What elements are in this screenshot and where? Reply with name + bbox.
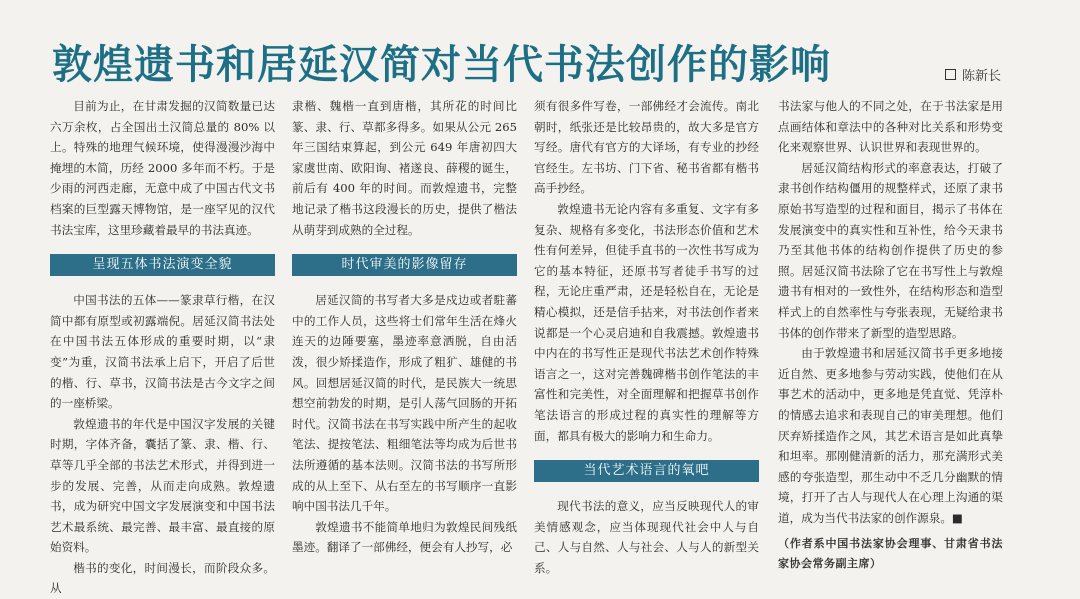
author-byline (945, 65, 1001, 84)
paragraph: 现代书法的意义，应当反映现代人的审美情感观念，应当体现现代社会中人与自己、人与自然、人与社会、人与人的新型关系。 (534, 499, 759, 575)
section-heading: 呈现五体书法演变全貌 (50, 254, 275, 276)
paragraph: 居延汉简结构形式的率意表达，打破了隶书创作结构僵用的规整样式，还原了隶书原始书写造型的过程和面目，揭示了书体在发展演变中的真实性和互补性，给今天隶书乃至其他书体的结构创作提供了历史的参照。居延汉简书法除了它在书写性上与敦煌遗书有相对的一致性外，在结构形态和造型样式上的自然率性与夸张表现，无疑给隶书书体的创作带来了新型的造型思路。 (778, 160, 1003, 340)
paragraph: 由于敦煌遗书和居延汉简书手更多地接近自然、更多地参与劳动实践，使他们在从事艺术的活动中，更多地是凭直觉、凭淳朴的情感去追求和表现自己的审美理想。他们厌弃矫揉造作之风，其艺术语言是如此真挚和坦率。那刚健清新的活力，那充满形式美感的夸张造型，那生动中不乏几分幽默的情境，打开了古人与现代人在心理上沟通的渠道，成为当代书法家的创作源泉。■ (778, 346, 1003, 525)
section-heading: 当代艺术语言的氧吧 (534, 460, 759, 482)
paragraph: 目前为止，在甘肃发掘的汉简数量已达六万余枚，占全国出土汉简总量的 80% 以上。特殊的地理气候环境，使得漫漫沙海中掩埋的木简，历经 2000 多年而不朽。于是少雨的河西走廊，无意中成了中国古代文书档案的巨型露天博物馆，是一座罕见的汉代书法宝库，这里珍藏着最早的书法真迹。 (50, 99, 275, 237)
paragraph: 楷书的变化，时间漫长，而阶段众多。从 (50, 560, 275, 596)
paragraph: 敦煌遗书无论内容有多重复、文字有多复杂、规格有多变化，书法形态价值和艺术性有何差异，但徒手直书的一次性书写成为它的基本特征，还原书写者徒手书写的过程，无论庄重严肃，还是轻松自在，无论是精心模拟，还是信手拈来，对书法创作者来说都是一个心灵启迪和自我震撼。敦煌遗书中内在的书写性正是现代书法艺术创作特殊语言之一，这对完善魏碑楷书创作笔法的丰富性和完美性，对全面理解和把握草书创作笔法语言的形成过程的真实性的理解等方面，都具有极大的影响力和生命力。 (534, 201, 759, 443)
column-1 (50, 96, 275, 596)
paragraph: 敦煌遗书的年代是中国汉字发展的关键时期，字体齐备，囊括了篆、隶、楷、行、草等几乎全部的书法艺术形式，并得到进一步的发展、完善，从而走向成熟。敦煌遗书，成为研究中国文字发展演变和中国书法艺术最系统、最完善、最丰富、最直接的原始资料。 (50, 416, 275, 555)
paragraph: 居延汉简的书写者大多是戍边或者駐蕃中的工作人员，这些将士们常年生活在烽火连天的边陲要塞，墨迹率意洒脱，自由活泼，很少矫揉造作，形成了粗犷、雄健的书风。回想居延汉简的时代，是民族大一统思想空前勃发的时期，是引人荡气回肠的开拓时代。汉简书法在书写实践中所产生的起收笔法、提按笔法、粗细笔法等均成为后世书法所遵循的基本法则。汉简书法的书写所形成的从上至下、从右至左的书写顺序一直影响中国书法几千年。 (292, 293, 517, 514)
square-bullet-icon (945, 69, 956, 80)
paragraph: 须有很多件写卷，一部佛经才会流传。南北朝时，纸张还是比较昂贵的，故大多是官方写经。唐代有官方的大译场，有专业的抄经官经生。左书坊、门下省、秘书省都有楷书高手抄经。 (534, 99, 759, 196)
paragraph: 中国书法的五体——篆隶草行楷，在汉简中都有原型或初露端倪。居延汉简书法处在中国书法五体形成的重要时期，以“隶变”为重，汉简书法承上启下，开启了后世的楷、行、草书，汉简书法是古今文字之间的一座桥梁。 (50, 293, 275, 411)
paragraph: 敦煌遗书不能简单地归为敦煌民间残纸墨迹。翻译了一部佛经，便会有人抄写，必 (292, 519, 517, 555)
section-heading: 时代审美的影像留存 (292, 254, 517, 276)
column-3 (534, 96, 759, 586)
article-title: 敦煌遗书和居延汉简对当代书法创作的影响 (52, 42, 831, 88)
paragraph: 隶楷、魏楷一直到唐楷，其所花的时间比篆、隶、行、草都多得多。如果从公元 265 年三国结束算起，到公元 649 年唐初四大家虞世南、欧阳询、褚遂良、薛稷的诞生，前后有 400 年的时间。而敦煌遗书，完整地记录了楷书这段漫长的历史，提供了楷法从萌芽到成熟的全过程。 (292, 99, 517, 237)
author-name: 陈新长 (962, 69, 1002, 84)
column-4 (778, 96, 1003, 586)
paragraph: 书法家与他人的不同之处，在于书法家是用点画结体和章法中的各种对比关系和形势变化来观察世界、认识世界和表现世界的。 (778, 99, 1003, 155)
author-note: （作者系中国书法家协会理事、甘肃省书法家协会常务副主席） (778, 537, 1003, 571)
column-2 (292, 96, 517, 586)
